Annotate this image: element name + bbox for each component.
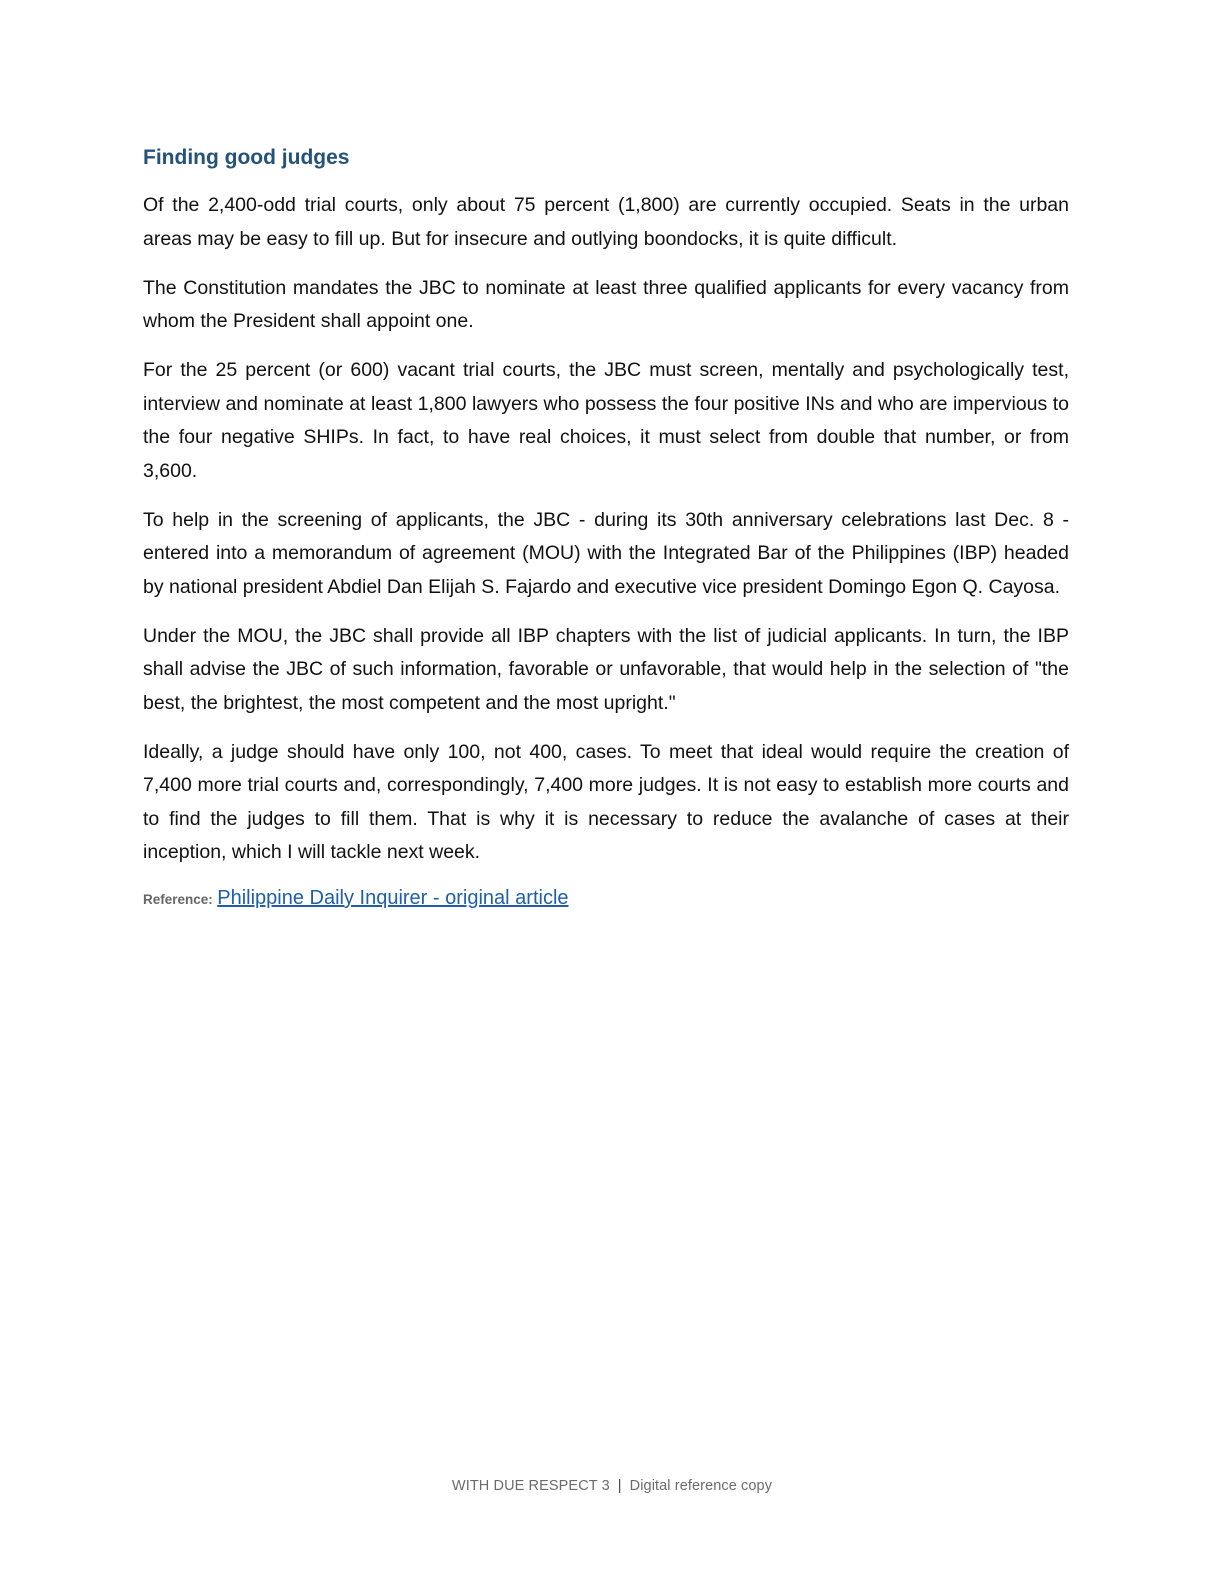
- paragraph-ideal-caseload: Ideally, a judge should have only 100, not 400, cases. To meet that ideal would require the creation of 7,400 more trial courts and, correspondingly, 7,400 more judges. It is not easy to establish more courts and to find the judges to fill them. That is why it is necessary to reduce the avalanche of cases at their inception, which I will tackle next week.: [143, 740, 1069, 863]
- footer-page-label: WITH DUE RESPECT 3: [451, 1478, 610, 1494]
- paragraph-jbc-ibp-mou: To help in the screening of applicants, the JBC - during its 30th anniversary celebrations last Dec. 8 - entered into a memorandum of agreement (MOU) with the Integrated Bar of the Philippines (IBP) headed by national president Abdiel Dan Elijah S. Fajardo and executive vice president Domingo Egon Q. Cayosa.: [143, 508, 1069, 598]
- paragraph-vacant-courts: For the 25 percent (or 600) vacant trial courts, the JBC must screen, mentally and psychologically test, interview and nominate at least 1,800 lawyers who possess the four positive INs and who are impervious to the four negative SHIPs. In fact, to have real choices, it must select from double that number, or from 3,600.: [143, 359, 1069, 482]
- paragraph-trial-courts: Of the 2,400-odd trial courts, only about 75 percent (1,800) are currently occupied. Seats in the urban areas may be easy to fill up. But for insecure and outlying boondocks, it is quite difficult.: [143, 194, 1069, 250]
- footer-copy-label: Digital reference copy: [629, 1478, 773, 1494]
- reference-line: [143, 885, 1069, 913]
- reference-link[interactable]: Philippine Daily Inquirer - original article: [217, 887, 569, 909]
- page-footer: [0, 1478, 1224, 1494]
- paragraph-mou-terms: Under the MOU, the JBC shall provide all IBP chapters with the list of judicial applicants. In turn, the IBP shall advise the JBC of such information, favorable or unfavorable, that would help in the selection of "the best, the brightest, the most competent and the most upright.": [143, 624, 1069, 714]
- footer-separator: |: [617, 1478, 622, 1494]
- paragraph-constitution-mandate: The Constitution mandates the JBC to nominate at least three qualified applicants for every vacancy from whom the President shall appoint one.: [143, 276, 1069, 332]
- section-heading: Finding good judges: [143, 146, 350, 169]
- article-body: [143, 140, 1069, 913]
- reference-label: Reference:: [143, 892, 213, 907]
